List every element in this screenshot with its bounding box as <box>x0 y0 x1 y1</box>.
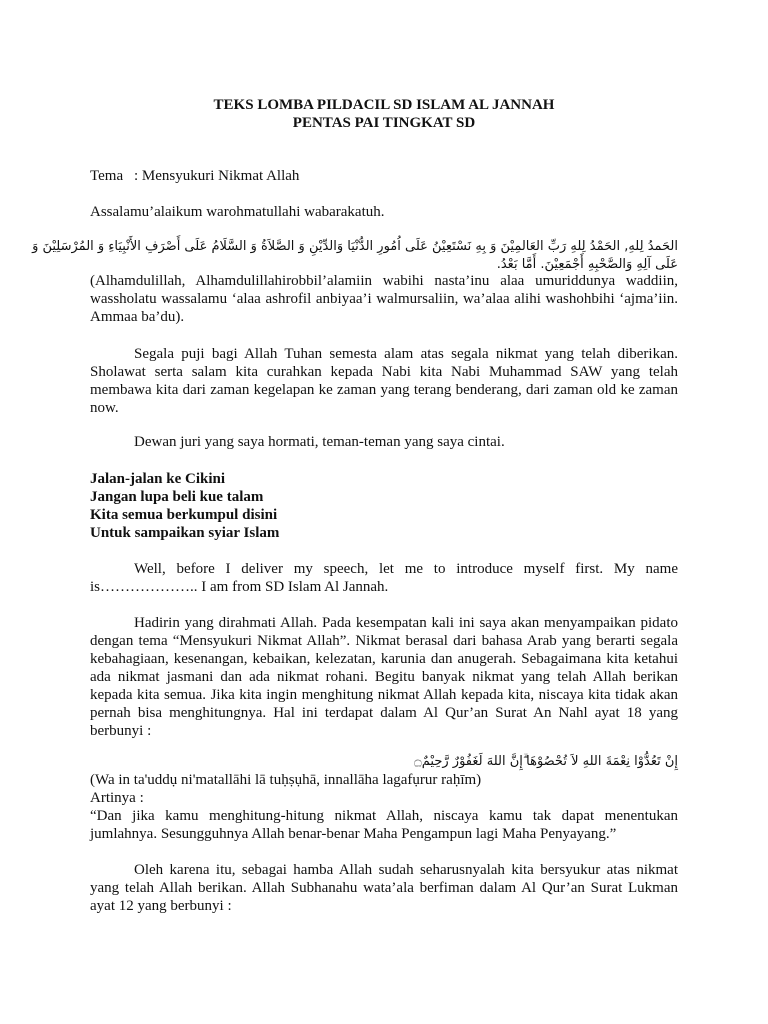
verse-transliteration: (Wa in ta'uddụ ni'matallāhi lā tuḥṣụhā, innallāha lagafụrur raḥīm) <box>90 772 482 788</box>
tema-label: Tema <box>90 168 124 184</box>
paragraph-line: kepada kita semua. Jika kita ingin menghitung nikmat Allah kepada kita, niscaya kita tidak akan <box>90 687 678 703</box>
paragraph-line: dengan tema “Mensyukuri Nikmat Allah”. Nikmat berasal dari bahasa Arab yang berarti segala <box>90 633 678 649</box>
artinya-label: Artinya : <box>90 790 144 806</box>
pantun-line: Untuk sampaikan syiar Islam <box>90 525 280 541</box>
document-subtitle: PENTAS PAI TINGKAT SD <box>292 115 476 131</box>
translation-line: “Dan jika kamu menghitung-hitung nikmat Allah, niscaya kamu tak dapat menentukan <box>90 808 678 824</box>
document-title: TEKS LOMBA PILDACIL SD ISLAM AL JANNAH <box>213 97 555 113</box>
pantun-line: Jangan lupa beli kue talam <box>90 489 264 505</box>
paragraph-line: Well, before I deliver my speech, let me to introduce myself first. My name <box>134 561 678 577</box>
paragraph-line: pernah bisa menghitungnya. Hal ini terdapat dalam Al Qur’an Surat An Nahl ayat 18 yang <box>90 705 678 721</box>
translation-line: jumlahnya. Sesungguhnya Allah benar-benar Maha Pengampun lagi Maha Penyayang.” <box>90 826 617 842</box>
opening-latin-line: (Alhamdulillah, Alhamdulillahirobbil’alamiin wabihi nasta’inu alaa umuriddunya waddiin, <box>90 273 678 289</box>
paragraph-line: is……………….. I am from SD Islam Al Jannah. <box>90 579 389 595</box>
paragraph-line: Oleh karena itu, sebagai hamba Allah sudah seharusnyalah kita bersyukur atas nikmat <box>134 862 678 878</box>
paragraph-line: Sholawat serta salam kita curahkan kepada Nabi kita Nabi Muhammad SAW yang telah <box>90 364 678 380</box>
greeting: Assalamu’alaikum warohmatullahi wabarakatuh. <box>90 204 385 220</box>
paragraph-line: membawa kita dari zaman kegelapan ke zaman yang terang benderang, dari zaman old ke zaman <box>90 382 678 398</box>
paragraph-line: Hadirin yang dirahmati Allah. Pada kesempatan kali ini saya akan menyampaikan pidato <box>134 615 678 631</box>
opening-arabic-line: عَلَى آلِهِ وَالصَّحْبِهِ أَجْمَعِيْنَ. أَمَّا بَعْدُ. <box>496 257 678 272</box>
tema-value: : Mensyukuri Nikmat Allah <box>134 168 300 184</box>
opening-latin-line: Ammaa ba’du). <box>90 309 185 325</box>
pantun-line: Kita semua berkumpul disini <box>90 507 278 523</box>
paragraph-line: berbunyi : <box>90 723 152 739</box>
paragraph-line: kebahagiaan, kesenangan, kebaikan, kelezatan, karunia dan anugerah. Sebagaimana kita ketahui <box>90 651 678 667</box>
paragraph-line: Dewan juri yang saya hormati, teman-teman yang saya cintai. <box>134 434 505 450</box>
paragraph-line: ayat 12 yang berbunyi : <box>90 898 232 914</box>
verse-arabic: إِنْ تَعُدُّوْا نِعْمَةَ اللهِ لاَ تُحْصُوْهَا ۗإِنَّ اللهَ لَغَفُوْرٌ رَّحِيْمٌ۝ <box>414 754 678 769</box>
pantun-line: Jalan-jalan ke Cikini <box>90 471 226 487</box>
paragraph-line: now. <box>90 400 119 416</box>
paragraph-line: yang telah Allah berikan. Allah Subhanahu wata’ala berfiman dalam Al Qur’an Surat Lukman <box>90 880 678 896</box>
opening-latin-line: wassholatu wassalamu ‘alaa ashrofil anbiyaa’i walmursaliin, wa’alaa alihi washohbihi ‘ajma’iin. <box>90 291 678 307</box>
paragraph-line: ada nikmat jasmani dan ada nikmat rohani. Begitu banyak nikmat yang telah Allah berikan <box>90 669 678 685</box>
paragraph-line: Segala puji bagi Allah Tuhan semesta alam atas segala nikmat yang telah diberikan. <box>134 346 678 362</box>
opening-arabic-line: الحَمدُ لِلهِ, الحَمْدُ لِلهِ رَبِّ العَالمِيْنَ وَ بِهِ نَسْتَعِيْنُ عَلَى اُمُورِ الدُّنْيَا وَالدِّيْنِ وَ الصَّلاَةُ وَ السَّلَامُ عَلَى أَصْرَفِ الأَنْبِيَاءِ وَ المُرْسَلِيْنَ وَ <box>32 239 678 254</box>
